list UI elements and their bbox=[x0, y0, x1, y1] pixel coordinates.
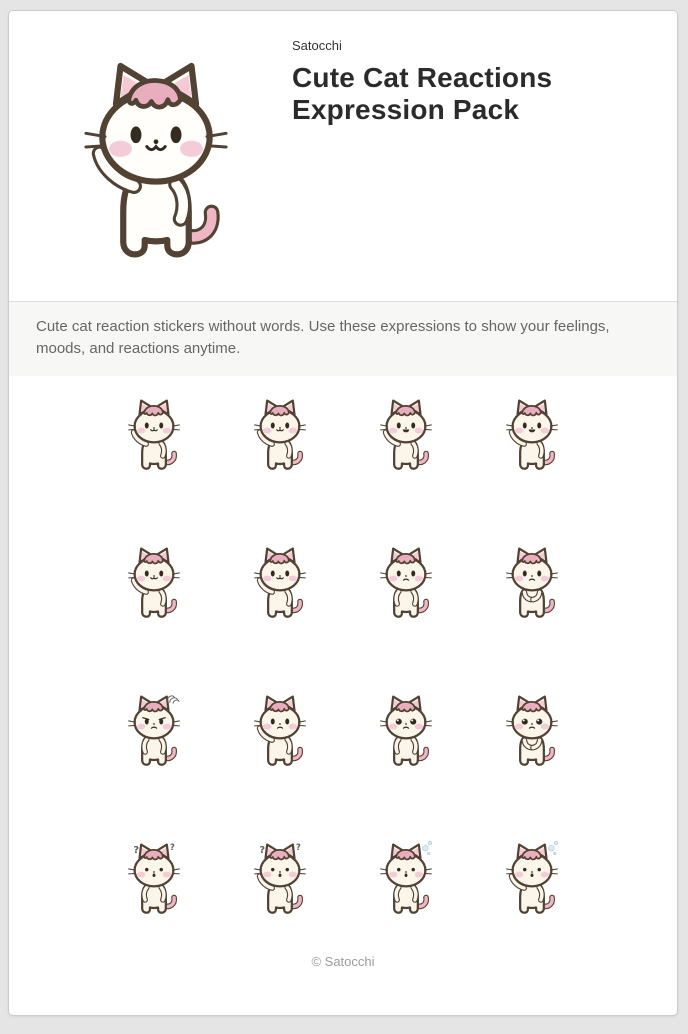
sticker-cat-wave-smile-1[interactable] bbox=[121, 396, 187, 471]
sticker-cell bbox=[217, 384, 343, 532]
sticker-cat-sad-pray[interactable] bbox=[499, 692, 565, 767]
sticker-cat-confused-wave[interactable] bbox=[247, 840, 313, 915]
svg-text:?: ? bbox=[259, 845, 266, 857]
pack-header-text bbox=[292, 11, 677, 127]
pack-author: Satocchi bbox=[292, 38, 342, 53]
pack-hero-image bbox=[65, 53, 247, 261]
sticker-cat-annoyed-scribble[interactable] bbox=[121, 692, 187, 767]
pack-title: Cute Cat Reactions Expression Pack bbox=[292, 62, 553, 126]
pack-header bbox=[9, 11, 677, 302]
sticker-cat-wave-smile-4[interactable] bbox=[247, 544, 313, 619]
sticker-cell bbox=[217, 532, 343, 680]
sticker-cat-wave-worried[interactable] bbox=[247, 692, 313, 767]
pack-description: Cute cat reaction stickers without words. Use these expressions to show your feelings, moods, and reactions anytime. bbox=[36, 318, 610, 357]
sticker-cell bbox=[469, 680, 595, 828]
sticker-cell bbox=[469, 828, 595, 976]
sticker-cell bbox=[343, 384, 469, 532]
sticker-cell bbox=[469, 384, 595, 532]
svg-text:?: ? bbox=[133, 845, 140, 857]
svg-text:?: ? bbox=[295, 842, 301, 853]
sticker-cat-surprised-stand[interactable] bbox=[373, 840, 439, 915]
sticker-cell bbox=[217, 680, 343, 828]
sticker-cat-wave-cheer-2[interactable] bbox=[499, 396, 565, 471]
svg-text:?: ? bbox=[169, 842, 175, 853]
sticker-cat-confused-stand[interactable] bbox=[121, 840, 187, 915]
sticker-cell bbox=[91, 680, 217, 828]
sticker-cell bbox=[91, 532, 217, 680]
sticker-cell bbox=[91, 384, 217, 532]
sticker-cat-wave-smile-2[interactable] bbox=[247, 396, 313, 471]
sticker-cat-stand-worried[interactable] bbox=[373, 544, 439, 619]
sticker-cat-sad-stand[interactable] bbox=[373, 692, 439, 767]
sticker-cat-wave-cheer-1[interactable] bbox=[373, 396, 439, 471]
sticker-cell bbox=[91, 828, 217, 976]
pack-description-band bbox=[9, 302, 677, 376]
sticker-cat-pray-worried[interactable] bbox=[499, 544, 565, 619]
sticker-cat-surprised-wave[interactable] bbox=[499, 840, 565, 915]
copyright-text: © Satocchi bbox=[311, 954, 375, 969]
sticker-cat-wave-smile-3[interactable] bbox=[121, 544, 187, 619]
sticker-cell bbox=[343, 532, 469, 680]
sticker-cell bbox=[469, 532, 595, 680]
sticker-grid bbox=[9, 384, 677, 976]
sticker-pack-card bbox=[8, 10, 678, 1016]
sticker-cell bbox=[343, 680, 469, 828]
